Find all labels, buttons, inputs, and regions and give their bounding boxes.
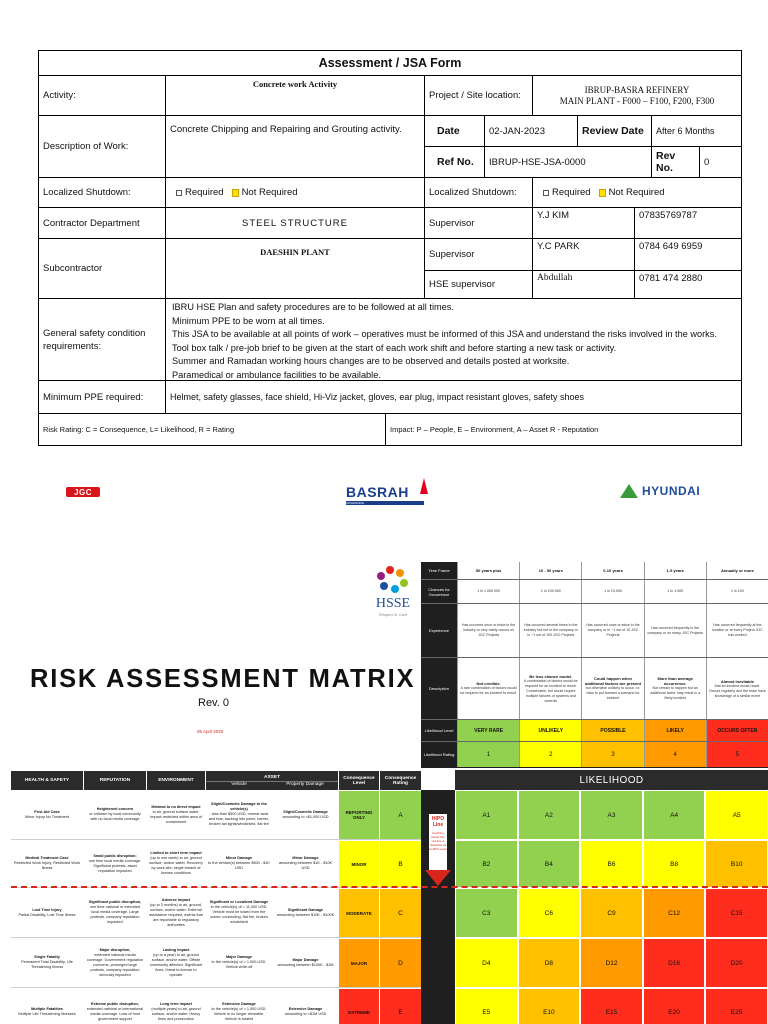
ref-value: IBRUP-HSE-JSA-0000 (485, 147, 652, 177)
chances-value: 1 in 100 (706, 580, 768, 603)
risk-cell: A1 (456, 791, 517, 839)
consequence-health-cell (11, 790, 83, 839)
risk-cell: C12 (644, 889, 705, 937)
hipo-note: Anything below this red line is classified as a HIPO event (429, 831, 448, 851)
consequence-veh-text: - less than $500 USD; normal wear and tear, backing into poles, barrier, broken tail lights/windshield, flat tire (208, 812, 270, 826)
safety-line: Paramedical or ambulance facilities to be available. (172, 369, 381, 380)
likelihood-description-text: but otherwise unlikely to occur. i.e. risks to put forward a scenario for incident (585, 686, 641, 700)
consequence-prop-cell (273, 938, 338, 987)
not-required-text-left: Not Required (241, 187, 298, 198)
risk-cell: B10 (706, 841, 767, 887)
ppe-row (39, 380, 741, 413)
activity-row (39, 75, 741, 115)
likelihood-description (706, 658, 768, 719)
ppe-value: Helmet, safety glasses, face shield, Hi-Viz jacket, gloves, ear plug, impact resistant gloves, safety shoes (165, 381, 741, 413)
risk-rating-row (39, 413, 741, 445)
review-date-value: After 6 Months (656, 126, 715, 136)
impact-legend: Impact: P – People, E – Environment, A – Asset R - Reputation (385, 414, 741, 445)
hsse-logo-text: HSSE (375, 596, 411, 611)
time-frame-value: 10 - 50 years (538, 568, 563, 573)
consequence-veh-text: to the vehicle(s) of > 1,000 USD. Vehicle write-off (211, 960, 267, 969)
likelihood-title-bar: LIKELIHOOD (455, 770, 768, 790)
contractor-labels (39, 208, 165, 298)
consequence-env-bold: Minimal to no direct impact (151, 804, 201, 809)
experience-value: Has occurred once or twice in the company or in ~1 out of 10 JGC Projects (581, 604, 643, 657)
risk-cell: C3 (456, 889, 517, 937)
chances-label: Chances for Occurrence (421, 580, 457, 603)
rev-label: Rev No. (652, 147, 700, 177)
consequence-rep-bold: Extreme public disruption, (91, 1001, 139, 1006)
experience-row (421, 603, 768, 657)
time-frame-cell (581, 562, 643, 579)
date-label: Date (425, 116, 485, 146)
risk-cell: D4 (456, 939, 517, 987)
supervisor-names (532, 208, 634, 298)
consequence-env-text: (multiple years) to air, ground surface, and/or water. Heavy fines and prosecution (151, 1006, 201, 1021)
likelihood-description (457, 658, 519, 719)
hsse-dot (386, 566, 394, 574)
hsse-logo (368, 566, 418, 626)
description-matrix-label: Description (421, 658, 457, 719)
contractor-block (39, 207, 741, 298)
consequence-health-bold: Medical Treatment Case (25, 856, 69, 860)
likelihood-level: UNLIKELY (519, 720, 581, 741)
experience-label: Experience (421, 604, 457, 657)
consequence-prop-cell (273, 790, 338, 839)
consequence-level: EXTREME (339, 989, 379, 1024)
shutdown-label-left: Localized Shutdown: (43, 187, 131, 198)
consequence-prop-bold: Significant Damage (287, 907, 324, 912)
rev-value: 0 (704, 156, 710, 168)
risk-cell: A4 (644, 791, 705, 839)
risk-cell: E25 (706, 989, 767, 1024)
matrix-revision: Rev. 0 (198, 697, 229, 709)
basrah-logo (346, 484, 428, 506)
time-frame-row (421, 562, 768, 579)
risk-cell: B6 (581, 841, 642, 887)
risk-cell: B8 (644, 841, 705, 887)
consequence-env-cell (147, 988, 205, 1024)
project-value-line-1: IBRUP-BASRA REFINERY (584, 84, 690, 95)
risk-cell: B2 (456, 841, 517, 887)
consequence-veh-bold: Significant or Localized Damage (209, 900, 269, 904)
likelihood-rating-row (421, 741, 768, 767)
jsa-form (38, 50, 742, 446)
date-ref-block (424, 116, 741, 177)
consequence-veh-text: to the vehicle(s) of > 1,000 USD. Vehicle is no longer driveable. Vehicle is totaled (211, 1006, 267, 1021)
hsse-dot (377, 572, 385, 580)
time-frame-value: Annually or more (720, 568, 754, 573)
safety-line: Tool box talk / pre-job brief to be given at the start of each work shift and before starting a new task or activity. (172, 342, 617, 353)
header-asset (206, 771, 338, 790)
supervisor-label-1: Supervisor (429, 217, 475, 229)
consequence-rating: E (380, 989, 421, 1024)
consequence-level: REPORTING ONLY (339, 791, 379, 839)
likelihood-description-text: Not certain to happen but an additional factor may result in a likely incident (650, 686, 701, 700)
time-frame-value: 1-5 years (666, 568, 684, 573)
likelihood-level: OCCURS OFTEN (706, 720, 768, 741)
header-consequence-level: Consequence Level (339, 771, 379, 790)
contractor-values (165, 208, 424, 298)
matrix-date: 06 April 2020 (197, 729, 224, 734)
consequence-rating: B (380, 841, 421, 887)
not-required-checkbox-left[interactable] (232, 189, 239, 197)
hsse-dot (391, 585, 399, 593)
experience-value: Has occurred once or twice in the industry or very rarely occurs on JGC Projects (457, 604, 519, 657)
likelihood-description-bold: More than average occurrence. (657, 676, 693, 686)
consequence-prop-bold: Slight/Cosmetic Damage (283, 809, 328, 814)
consequence-rating: D (380, 939, 421, 987)
safety-line: IBRU HSE Plan and safety procedures are to be followed at all times. (172, 302, 454, 312)
hsse-people-icon (376, 566, 410, 594)
consequence-veh-cell (206, 988, 272, 1024)
description-matrix-row (421, 657, 768, 719)
risk-cell: E15 (581, 989, 642, 1024)
likelihood-table (421, 562, 768, 768)
likelihood-description-bold: Could happen when additional factors are present (585, 676, 642, 686)
consequence-rep-text: extended national media coverage. Government regulation concerns, prolonged large protests, company reputation seriously impacted (86, 952, 144, 977)
supervisor-phone-1: 07835769787 (639, 210, 698, 221)
consequence-health-text: Permanent Total Disability, Life Threatening Illness (21, 960, 73, 969)
consequence-env-bold: Long term impact (160, 1001, 192, 1006)
likelihood-description-text: A combination of factors would be required for an incident to result. Conceivable, but would require multiple failures of systems and controls (523, 678, 578, 703)
consequence-veh-cell (206, 938, 272, 987)
risk-rating-legend: Risk Rating: C = Consequence, L= Likelihood, R = Rating (43, 425, 235, 434)
consequence-prop-bold: Major Damage (292, 957, 319, 962)
risk-cell: A2 (519, 791, 580, 839)
consequence-env-text: (up to 3 months) to air, ground, surface, and/or water. External assistance required, events that are reportable to regulatory authorities (149, 902, 203, 927)
consequence-level: MINOR (339, 841, 379, 887)
chances-value: 1 in 1,000 (644, 580, 706, 603)
consequence-veh-cell (206, 790, 272, 839)
activity-value: Concrete work Activity (165, 76, 424, 115)
consequence-env-cell (147, 938, 205, 987)
safety-line: This JSA to be available at all points of work – operatives must be informed of this JSA and understand the risks involved in the works. (172, 329, 717, 340)
experience-value: Has occurred frequently in the company or on many JGC Projects (644, 604, 706, 657)
likelihood-description (581, 658, 643, 719)
hse-supervisor-phone: 0781 474 2880 (635, 270, 741, 298)
consequence-veh-bold: Minor Damage (225, 856, 253, 860)
jgc-logo: JGC (66, 487, 100, 497)
required-checkbox-right[interactable] (543, 190, 549, 196)
consequence-env-text: (up to a year) to air, ground surface, and/or water. Offsite community affected. Significant fines, threat to license to operate (149, 952, 203, 977)
hsse-dot (400, 579, 408, 587)
description-label: Description of Work: (43, 141, 129, 152)
consequence-rep-cell (84, 988, 146, 1024)
hse-supervisor-name: Abdullah (533, 270, 634, 298)
consequence-health-cell (11, 938, 83, 987)
consequence-env-bold: Limited to short term impact (150, 851, 202, 855)
risk-cell: A3 (581, 791, 642, 839)
risk-cell: D16 (644, 939, 705, 987)
risk-cell: D20 (706, 939, 767, 987)
risk-cell: E20 (644, 989, 705, 1024)
consequence-env-text: to air, ground surface water. Impact restricted within area of containment (150, 809, 202, 824)
likelihood-description (519, 658, 581, 719)
consequence-prop-bold: Extensive Damage (288, 1006, 323, 1011)
time-frame-value: 50 years plus (475, 568, 502, 573)
time-frame-value: 0-10 years (603, 568, 623, 573)
risk-cell: C6 (519, 889, 580, 937)
header-asset-sub (206, 782, 338, 787)
supervisor-phone-2: 0784 649 6959 (635, 238, 741, 270)
chances-row (421, 579, 768, 603)
likelihood-description-text: A rare combination of factors would be required for an incident to result. (460, 686, 517, 695)
general-safety-lines (165, 299, 741, 380)
general-safety-row (39, 298, 741, 380)
risk-cell: E5 (456, 989, 517, 1024)
likelihood-rating: 4 (644, 742, 706, 767)
risk-cell: B4 (519, 841, 580, 887)
consequence-rep-text: one time local media coverage. Significant protests, asset reputation impacted (88, 858, 142, 873)
consequence-rep-text: or criticism by local community with no local media coverage (89, 812, 141, 821)
likelihood-level-label: Likelihood Level (421, 720, 457, 741)
likelihood-rating: 3 (581, 742, 643, 767)
consequence-prop-cell (273, 840, 338, 887)
supervisor-label-2: Supervisor (425, 238, 532, 270)
shutdown-row (39, 177, 741, 207)
consequence-rep-cell (84, 790, 146, 839)
risk-cell: C15 (706, 889, 767, 937)
consequence-health-cell (11, 840, 83, 887)
likelihood-rating-label: Likelihood Rating (421, 742, 457, 767)
risk-cell: E10 (519, 989, 580, 1024)
form-title: Assessment / JSA Form (318, 56, 462, 70)
experience-value: Has occurred frequently at the location or at every Project JGC has worked (706, 604, 768, 657)
time-frame-label: Time Frame (421, 562, 457, 579)
consequence-prop-text: amounting to >$1M USD (284, 1011, 327, 1016)
likelihood-description (644, 658, 706, 719)
safety-line: Minimum PPE to be worn at all times. (172, 315, 325, 326)
likelihood-description-text: that an incident would result. Occurs regularly and the team have knowledge of a similar event (708, 683, 766, 698)
likelihood-level: VERY RARE (457, 720, 519, 741)
consequence-rep-cell (84, 840, 146, 887)
consequence-veh-cell (206, 840, 272, 887)
consequence-level: MODERATE (339, 889, 379, 937)
likelihood-rating: 5 (706, 742, 768, 767)
consequence-rep-bold: Significant public disruption, (88, 900, 142, 904)
consequence-health-bold: Lost Time Injury (32, 907, 62, 912)
consequence-veh-text: to the vehicle(s) of < 11,000 USD. Vehicle must be towed from the scene; concluding, flat tire, broken windshield (210, 905, 268, 924)
not-required-text-right: Not Required (608, 187, 665, 198)
description-value: Concrete Chipping and Repairing and Grouting activity. (165, 116, 424, 177)
consequence-prop-bold: Minor Damage (292, 856, 319, 860)
consequence-veh-cell (206, 888, 272, 937)
hipo-label-text: HIPO Line (431, 816, 445, 828)
description-row (39, 115, 741, 177)
contractor-label: Contractor Department (43, 217, 140, 229)
consequence-prop-text: amounting between $100K - $1M (277, 962, 334, 967)
consequence-health-cell (11, 888, 83, 937)
likelihood-level-row (421, 719, 768, 741)
header-environment: ENVIRONMENT (147, 771, 205, 790)
header-consequence-rating: Consequence Rating (380, 771, 421, 790)
header-asset-title: ASSET (206, 775, 338, 782)
project-value-line-2: MAIN PLANT - F000 – F100, F200, F300 (559, 95, 715, 106)
consequence-rep-bold: Major disruption, (99, 947, 131, 952)
supervisor-phones (634, 208, 741, 298)
consequence-env-text: (up to one week) to air, ground surface, and/or water. Recovery by work site; single breach of license conditions (149, 856, 203, 875)
likelihood-level: POSSIBLE (581, 720, 643, 741)
consequence-veh-bold: Slight/Cosmetic Damage to the vehicle(s) (211, 802, 267, 811)
required-checkbox-left[interactable] (176, 190, 182, 196)
contractor-value: STEEL STRUCTURE (242, 217, 348, 229)
consequence-prop-cell (273, 888, 338, 937)
project-label: Project / Site location: (424, 76, 532, 115)
consequence-veh-bold: Major Damage (226, 955, 252, 959)
risk-cell: D8 (519, 939, 580, 987)
consequence-rating: C (380, 889, 421, 937)
likelihood-description-bold: Be less chance model. (529, 673, 573, 679)
experience-value: Has occurred several times in the industry but not in the company or in ~1 out of 100 JGC Projects (519, 604, 581, 657)
hse-supervisor-label: HSE supervisor (425, 270, 532, 298)
supervisor-labels (424, 208, 532, 298)
hsse-dot (380, 582, 388, 590)
chances-value: 1 in 10,000 (581, 580, 643, 603)
risk-cell: D12 (581, 939, 642, 987)
consequence-veh-text: to the vehicle(s) between $500 - $1K USD (208, 861, 270, 870)
date-value: 02-JAN-2023 (485, 116, 578, 146)
consequence-health-text: Partial Disability, Lost Time Illness (18, 912, 76, 917)
ref-row (425, 146, 741, 177)
date-row (425, 116, 741, 146)
shutdown-options-left (165, 178, 424, 207)
hipo-dashed-line (11, 886, 768, 888)
likelihood-description-bold: Not credible. (476, 681, 501, 686)
supervisor-name-1: Y.J KIM (537, 210, 570, 221)
consequence-env-cell (147, 840, 205, 887)
chances-value: 1 in 1,000,000 (457, 580, 519, 603)
consequence-health-text: Minor Injury No Treatment (25, 814, 69, 819)
consequence-health-text: Restricted Work Injury, Restricted Work Illness (13, 861, 81, 870)
header-property: Property Damage (286, 781, 324, 787)
project-value (532, 76, 741, 115)
basrah-logo-text: BASRAH (346, 484, 409, 500)
consequence-veh-bold: Extensive Damage (222, 1001, 256, 1006)
consequence-rep-cell (84, 888, 146, 937)
likelihood-description-bold: Almost inevitable (720, 678, 754, 684)
hyundai-logo (620, 484, 700, 498)
consequence-rep-bold: Small public disruption; (93, 853, 137, 858)
review-date-label: Review Date (578, 116, 652, 146)
chances-value: 1 in 100,000 (519, 580, 581, 603)
subcontractor-value: DAESHIN PLANT (166, 238, 424, 298)
consequence-rep-cell (84, 938, 146, 987)
supervisor-name-2: Y.C PARK (533, 238, 634, 270)
consequence-health-text: Multiple Life Threatening Illnesses (18, 1011, 76, 1016)
activity-label: Activity: (43, 90, 76, 101)
shutdown-options-right (532, 178, 741, 207)
required-text-right: Required (552, 187, 591, 198)
consequence-prop-cell (273, 988, 338, 1024)
consequence-prop-text: amounting between $1K - $10K USD (278, 861, 333, 870)
not-required-checkbox-right[interactable] (599, 189, 606, 197)
risk-cell: A5 (706, 791, 767, 839)
required-text-left: Required (185, 187, 224, 198)
hyundai-logo-text: HYUNDAI (642, 484, 701, 498)
consequence-rep-bold: Heightened concern (96, 807, 134, 811)
consequence-env-cell (147, 888, 205, 937)
time-frame-cell (519, 562, 581, 579)
hipo-label (429, 814, 447, 874)
basrah-logo-bar (346, 501, 424, 505)
ref-label: Ref No. (425, 147, 485, 177)
consequence-env-cell (147, 790, 205, 839)
hsse-dot (396, 569, 404, 577)
header-health-safety: HEALTH & SAFETY (11, 771, 83, 790)
consequence-env-bold: Lasting impact (162, 947, 190, 952)
hsse-logo-subtext: Respect & Care (378, 612, 408, 617)
likelihood-level: LIKELY (644, 720, 706, 741)
time-frame-cell (457, 562, 519, 579)
basrah-logo-subtext: UPGRADING (346, 501, 365, 505)
consequence-health-bold: First Aid Case (34, 809, 60, 814)
likelihood-rating: 2 (519, 742, 581, 767)
consequence-rep-text: extended national or international media coverage. Loss of host government support (86, 1006, 144, 1021)
risk-cell: C9 (581, 889, 642, 937)
consequence-level: MAJOR (339, 939, 379, 987)
safety-line: Summer and Ramadan working hours changes are to be observed and details posted at worksite. (172, 356, 570, 367)
time-frame-cell (644, 562, 706, 579)
consequence-rep-text: one time national or extended local media coverage. Large protests, company reputation impacted (89, 905, 141, 924)
consequence-rating: A (380, 791, 421, 839)
consequence-prop-text: amounting between $10K - $100K (276, 912, 335, 917)
header-reputation: REPUTATION (84, 771, 146, 790)
matrix-title: RISK ASSESSMENT MATRIX (30, 665, 416, 693)
ppe-label: Minimum PPE required: (43, 391, 144, 403)
form-title-row (39, 51, 741, 75)
time-frame-cell (706, 562, 768, 579)
subcontractor-label: Subcontractor (39, 238, 165, 298)
general-safety-label: General safety condition requirements: (43, 327, 146, 352)
consequence-prop-text: amounting to <$1,000 USD (282, 814, 329, 819)
header-vehicle: Vehicle (231, 781, 247, 787)
consequence-health-bold: Single Fatality (34, 955, 60, 959)
hyundai-triangle-icon (620, 484, 638, 498)
shutdown-label-right: Localized Shutdown: (424, 178, 532, 207)
consequence-health-bold: Multiple Fatalities (31, 1006, 63, 1011)
likelihood-rating: 1 (457, 742, 519, 767)
consequence-env-bold: Adverse impact (161, 897, 191, 902)
consequence-health-cell (11, 988, 83, 1024)
